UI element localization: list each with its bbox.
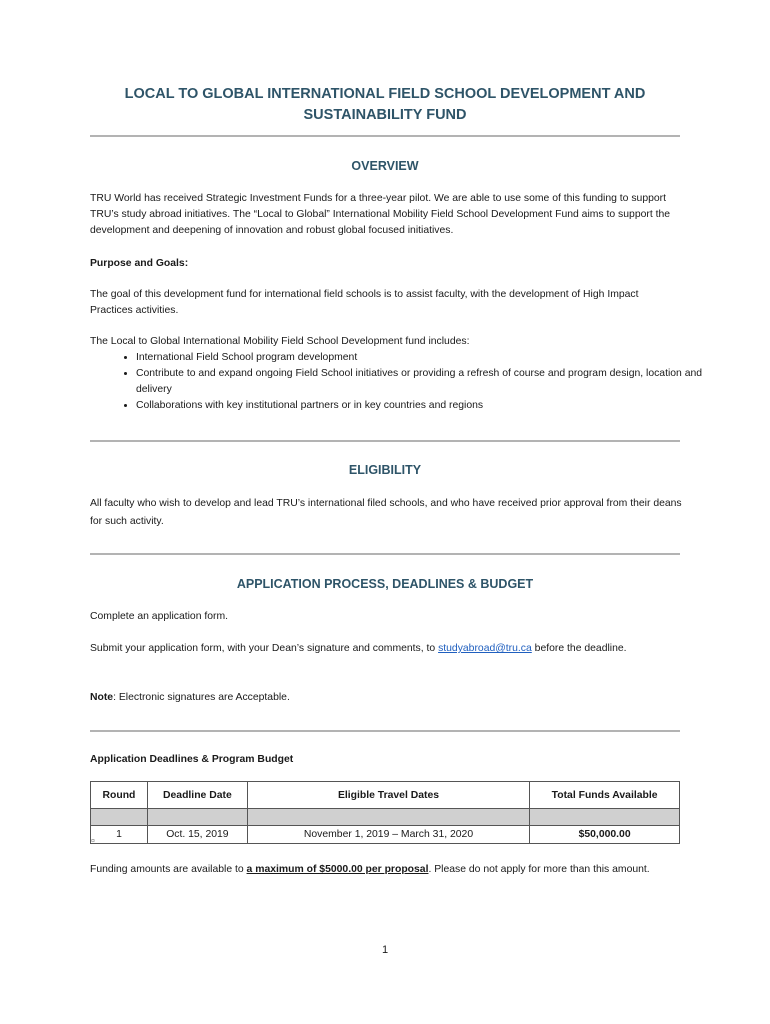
note-body: : Electronic signatures are Acceptable. (113, 692, 290, 703)
includes-intro: The Local to Global International Mobility Field School Development fund includes: (90, 336, 470, 347)
list-item: • International Field School program development (136, 350, 728, 366)
application-heading: APPLICATION PROCESS, DEADLINES & BUDGET (236, 577, 534, 591)
submit-text-end: before the deadline. (531, 643, 627, 654)
table-spacer-row (91, 809, 680, 826)
deadlines-heading: Application Deadlines & Program Budget (90, 754, 294, 765)
goals-list (90, 350, 728, 414)
note-text (90, 690, 682, 706)
deadlines-table (90, 781, 680, 844)
goal-text: The goal of this development fund for international field schools is to assist faculty, with the development of High Impact Practices activities. (90, 289, 639, 316)
divider (90, 440, 680, 442)
page-number: 1 (381, 944, 389, 956)
title-line-1: LOCAL TO GLOBAL INTERNATIONAL FIELD SCHOOL DEVELOPMENT AND (124, 86, 646, 102)
purpose-heading: Purpose and Goals: (90, 258, 189, 269)
column-header: Round (91, 782, 148, 809)
column-header: Total Funds Available (530, 782, 680, 809)
submit-text: Submit your application form, with your Dean’s signature and comments, to (90, 643, 439, 654)
table-marker-glyph: ¤ (91, 838, 95, 845)
funding-max: a maximum of $5000.00 per proposal (246, 864, 429, 875)
eligibility-heading: ELIGIBILITY (348, 463, 422, 477)
funding-text: Funding amounts are available to (90, 864, 247, 875)
title-line-2: SUSTAINABILITY FUND (303, 107, 467, 123)
table-cell: 1 (91, 826, 148, 844)
column-header: Deadline Date (147, 782, 247, 809)
list-item: • Contribute to and expand ongoing Field School initiatives or providing a refresh of course and program design, location and delivery (136, 366, 728, 398)
column-header: Eligible Travel Dates (247, 782, 529, 809)
divider (90, 135, 680, 137)
table-header-row (91, 782, 680, 809)
funding-note (90, 861, 682, 879)
table-cell: Oct. 15, 2019 (147, 826, 247, 844)
note-label: Note (90, 692, 114, 703)
overview-heading: OVERVIEW (351, 159, 419, 173)
table-cell: $50,000.00 (530, 826, 680, 844)
application-step: Complete an application form. (90, 611, 229, 622)
table-cell: November 1, 2019 – March 31, 2020 (247, 826, 529, 844)
email-link[interactable]: studyabroad@tru.ca (438, 643, 532, 654)
list-item: • Collaborations with key institutional partners or in key countries and regions (136, 398, 728, 414)
overview-text: TRU World has received Strategic Investment Funds for a three-year pilot. We are able to use some of this funding to support TRU’s study abroad initiatives. The “Local to Global” International Mobility Field School Development Fund aims to support the development and deepening of innovation and robust global focused initiatives. (90, 193, 671, 236)
table-row (91, 826, 680, 844)
document-title (90, 84, 680, 126)
eligibility-text: All faculty who wish to develop and lead TRU’s international filed schools, and who have received prior approval from their deans for such activity. (90, 498, 682, 527)
funding-text-end: . Please do not apply for more than this amount. (428, 864, 650, 875)
divider (90, 730, 680, 732)
submit-instructions (90, 640, 682, 658)
divider (90, 553, 680, 555)
